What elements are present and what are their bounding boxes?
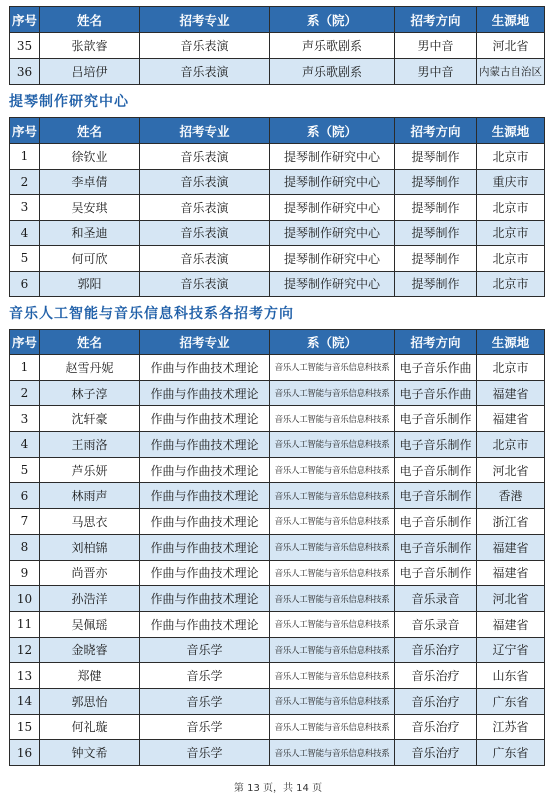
name-cell: 郭阳 bbox=[40, 271, 140, 297]
department-cell: 提琴制作研究中心 bbox=[270, 144, 395, 170]
direction-cell: 音乐治疗 bbox=[395, 688, 477, 714]
direction-cell: 电子音乐制作 bbox=[395, 483, 477, 509]
name-cell: 赵雪丹妮 bbox=[40, 355, 140, 381]
seq-cell: 6 bbox=[10, 483, 40, 509]
origin-cell: 山东省 bbox=[477, 663, 545, 689]
section-title-violin: 提琴制作研究中心 bbox=[9, 94, 129, 110]
header-name: 姓名 bbox=[40, 118, 140, 144]
direction-cell: 电子音乐制作 bbox=[395, 509, 477, 535]
name-cell: 林子淳 bbox=[40, 380, 140, 406]
name-cell: 何可欣 bbox=[40, 246, 140, 272]
origin-cell: 北京市 bbox=[477, 195, 545, 221]
direction-cell: 电子音乐制作 bbox=[395, 560, 477, 586]
department-cell: 声乐歌剧系 bbox=[270, 59, 395, 85]
major-cell: 音乐表演 bbox=[140, 195, 270, 221]
major-cell: 音乐学 bbox=[140, 714, 270, 740]
header-name: 姓名 bbox=[40, 7, 140, 33]
department-cell: 声乐歌剧系 bbox=[270, 33, 395, 59]
origin-cell: 河北省 bbox=[477, 586, 545, 612]
major-cell: 作曲与作曲技术理论 bbox=[140, 611, 270, 637]
major-cell: 音乐表演 bbox=[140, 33, 270, 59]
direction-cell: 音乐治疗 bbox=[395, 714, 477, 740]
name-cell: 李卓倩 bbox=[40, 169, 140, 195]
major-cell: 音乐表演 bbox=[140, 144, 270, 170]
seq-cell: 12 bbox=[10, 637, 40, 663]
table-row bbox=[10, 586, 545, 612]
name-cell: 吴安琪 bbox=[40, 195, 140, 221]
name-cell: 钟文希 bbox=[40, 740, 140, 766]
origin-cell: 福建省 bbox=[477, 406, 545, 432]
major-cell: 作曲与作曲技术理论 bbox=[140, 560, 270, 586]
table-row bbox=[10, 457, 545, 483]
header-origin: 生源地 bbox=[477, 7, 545, 33]
origin-cell: 广东省 bbox=[477, 688, 545, 714]
table-row bbox=[10, 534, 545, 560]
major-cell: 音乐表演 bbox=[140, 169, 270, 195]
table-row bbox=[10, 355, 545, 381]
name-cell: 马思衣 bbox=[40, 509, 140, 535]
seq-cell: 3 bbox=[10, 195, 40, 221]
table-row bbox=[10, 220, 545, 246]
table-row bbox=[10, 714, 545, 740]
table-row bbox=[10, 380, 545, 406]
name-cell: 林雨声 bbox=[40, 483, 140, 509]
name-cell: 张歆睿 bbox=[40, 33, 140, 59]
department-cell: 音乐人工智能与音乐信息科技系 bbox=[270, 560, 395, 586]
seq-cell: 5 bbox=[10, 246, 40, 272]
seq-cell: 15 bbox=[10, 714, 40, 740]
department-cell: 音乐人工智能与音乐信息科技系 bbox=[270, 406, 395, 432]
seq-cell: 2 bbox=[10, 169, 40, 195]
direction-cell: 提琴制作 bbox=[395, 271, 477, 297]
direction-cell: 音乐录音 bbox=[395, 611, 477, 637]
section-title-music-ai: 音乐人工智能与音乐信息科技系各招考方向 bbox=[9, 306, 294, 322]
header-seq: 序号 bbox=[10, 330, 40, 355]
seq-cell: 10 bbox=[10, 586, 40, 612]
origin-cell: 北京市 bbox=[477, 246, 545, 272]
origin-cell: 北京市 bbox=[477, 432, 545, 458]
direction-cell: 提琴制作 bbox=[395, 220, 477, 246]
major-cell: 作曲与作曲技术理论 bbox=[140, 457, 270, 483]
seq-cell: 14 bbox=[10, 688, 40, 714]
direction-cell: 音乐录音 bbox=[395, 586, 477, 612]
seq-cell: 4 bbox=[10, 220, 40, 246]
table-music-ai bbox=[9, 329, 545, 766]
major-cell: 作曲与作曲技术理论 bbox=[140, 483, 270, 509]
header-department: 系（院） bbox=[270, 7, 395, 33]
header-department: 系（院） bbox=[270, 330, 395, 355]
page-footer: 第 13 页，共 14 页 bbox=[233, 783, 323, 794]
origin-cell: 重庆市 bbox=[477, 169, 545, 195]
major-cell: 音乐学 bbox=[140, 740, 270, 766]
major-cell: 音乐表演 bbox=[140, 246, 270, 272]
department-cell: 音乐人工智能与音乐信息科技系 bbox=[270, 380, 395, 406]
direction-cell: 男中音 bbox=[395, 59, 477, 85]
name-cell: 芦乐妍 bbox=[40, 457, 140, 483]
seq-cell: 1 bbox=[10, 355, 40, 381]
table-voice-continuation bbox=[9, 6, 545, 85]
name-cell: 金晓睿 bbox=[40, 637, 140, 663]
name-cell: 孙浩洋 bbox=[40, 586, 140, 612]
direction-cell: 电子音乐制作 bbox=[395, 457, 477, 483]
major-cell: 音乐表演 bbox=[140, 59, 270, 85]
seq-cell: 1 bbox=[10, 144, 40, 170]
department-cell: 提琴制作研究中心 bbox=[270, 220, 395, 246]
department-cell: 提琴制作研究中心 bbox=[270, 246, 395, 272]
major-cell: 作曲与作曲技术理论 bbox=[140, 355, 270, 381]
table-row bbox=[10, 33, 545, 59]
origin-cell: 辽宁省 bbox=[477, 637, 545, 663]
header-name: 姓名 bbox=[40, 330, 140, 355]
table-row bbox=[10, 663, 545, 689]
origin-cell: 福建省 bbox=[477, 534, 545, 560]
seq-cell: 6 bbox=[10, 271, 40, 297]
header-department: 系（院） bbox=[270, 118, 395, 144]
department-cell: 音乐人工智能与音乐信息科技系 bbox=[270, 637, 395, 663]
major-cell: 音乐学 bbox=[140, 688, 270, 714]
header-major: 招考专业 bbox=[140, 330, 270, 355]
table-body bbox=[10, 33, 545, 85]
table-row bbox=[10, 560, 545, 586]
name-cell: 徐钦业 bbox=[40, 144, 140, 170]
origin-cell: 香港 bbox=[477, 483, 545, 509]
department-cell: 音乐人工智能与音乐信息科技系 bbox=[270, 740, 395, 766]
table-row bbox=[10, 688, 545, 714]
department-cell: 提琴制作研究中心 bbox=[270, 195, 395, 221]
department-cell: 音乐人工智能与音乐信息科技系 bbox=[270, 611, 395, 637]
table-body bbox=[10, 355, 545, 766]
major-cell: 作曲与作曲技术理论 bbox=[140, 380, 270, 406]
direction-cell: 电子音乐制作 bbox=[395, 432, 477, 458]
header-seq: 序号 bbox=[10, 7, 40, 33]
origin-cell: 江苏省 bbox=[477, 714, 545, 740]
origin-cell: 北京市 bbox=[477, 144, 545, 170]
name-cell: 和圣迪 bbox=[40, 220, 140, 246]
table-row bbox=[10, 406, 545, 432]
table-row bbox=[10, 432, 545, 458]
seq-cell: 13 bbox=[10, 663, 40, 689]
table-row bbox=[10, 144, 545, 170]
direction-cell: 电子音乐作曲 bbox=[395, 380, 477, 406]
table-header-row bbox=[10, 7, 545, 33]
header-direction: 招考方向 bbox=[395, 7, 477, 33]
department-cell: 音乐人工智能与音乐信息科技系 bbox=[270, 432, 395, 458]
table-row bbox=[10, 246, 545, 272]
origin-cell: 福建省 bbox=[477, 380, 545, 406]
header-origin: 生源地 bbox=[477, 118, 545, 144]
department-cell: 音乐人工智能与音乐信息科技系 bbox=[270, 483, 395, 509]
seq-cell: 4 bbox=[10, 432, 40, 458]
header-major: 招考专业 bbox=[140, 7, 270, 33]
origin-cell: 北京市 bbox=[477, 355, 545, 381]
seq-cell: 7 bbox=[10, 509, 40, 535]
department-cell: 音乐人工智能与音乐信息科技系 bbox=[270, 457, 395, 483]
seq-cell: 5 bbox=[10, 457, 40, 483]
header-seq: 序号 bbox=[10, 118, 40, 144]
department-cell: 音乐人工智能与音乐信息科技系 bbox=[270, 355, 395, 381]
table-row bbox=[10, 740, 545, 766]
name-cell: 尚晋亦 bbox=[40, 560, 140, 586]
seq-cell: 9 bbox=[10, 560, 40, 586]
major-cell: 作曲与作曲技术理论 bbox=[140, 406, 270, 432]
department-cell: 提琴制作研究中心 bbox=[270, 271, 395, 297]
name-cell: 何礼璇 bbox=[40, 714, 140, 740]
seq-cell: 8 bbox=[10, 534, 40, 560]
origin-cell: 北京市 bbox=[477, 271, 545, 297]
table-header-row bbox=[10, 330, 545, 355]
major-cell: 作曲与作曲技术理论 bbox=[140, 586, 270, 612]
table-row bbox=[10, 637, 545, 663]
table-row bbox=[10, 611, 545, 637]
table-body bbox=[10, 144, 545, 297]
name-cell: 沈轩豪 bbox=[40, 406, 140, 432]
direction-cell: 音乐治疗 bbox=[395, 663, 477, 689]
seq-cell: 11 bbox=[10, 611, 40, 637]
major-cell: 作曲与作曲技术理论 bbox=[140, 509, 270, 535]
origin-cell: 内蒙古自治区 bbox=[477, 59, 545, 85]
seq-cell: 3 bbox=[10, 406, 40, 432]
direction-cell: 电子音乐制作 bbox=[395, 534, 477, 560]
name-cell: 吕培伊 bbox=[40, 59, 140, 85]
header-origin: 生源地 bbox=[477, 330, 545, 355]
origin-cell: 浙江省 bbox=[477, 509, 545, 535]
major-cell: 作曲与作曲技术理论 bbox=[140, 432, 270, 458]
direction-cell: 提琴制作 bbox=[395, 246, 477, 272]
table-row bbox=[10, 509, 545, 535]
major-cell: 音乐学 bbox=[140, 663, 270, 689]
department-cell: 音乐人工智能与音乐信息科技系 bbox=[270, 688, 395, 714]
department-cell: 音乐人工智能与音乐信息科技系 bbox=[270, 509, 395, 535]
direction-cell: 电子音乐作曲 bbox=[395, 355, 477, 381]
direction-cell: 电子音乐制作 bbox=[395, 406, 477, 432]
direction-cell: 音乐治疗 bbox=[395, 637, 477, 663]
direction-cell: 音乐治疗 bbox=[395, 740, 477, 766]
major-cell: 音乐表演 bbox=[140, 220, 270, 246]
department-cell: 提琴制作研究中心 bbox=[270, 169, 395, 195]
header-major: 招考专业 bbox=[140, 118, 270, 144]
department-cell: 音乐人工智能与音乐信息科技系 bbox=[270, 586, 395, 612]
direction-cell: 男中音 bbox=[395, 33, 477, 59]
department-cell: 音乐人工智能与音乐信息科技系 bbox=[270, 663, 395, 689]
seq-cell: 2 bbox=[10, 380, 40, 406]
major-cell: 作曲与作曲技术理论 bbox=[140, 534, 270, 560]
name-cell: 郑健 bbox=[40, 663, 140, 689]
table-row bbox=[10, 169, 545, 195]
header-direction: 招考方向 bbox=[395, 330, 477, 355]
name-cell: 刘柏锦 bbox=[40, 534, 140, 560]
name-cell: 吴佩瑶 bbox=[40, 611, 140, 637]
origin-cell: 北京市 bbox=[477, 220, 545, 246]
major-cell: 音乐表演 bbox=[140, 271, 270, 297]
direction-cell: 提琴制作 bbox=[395, 195, 477, 221]
table-row bbox=[10, 271, 545, 297]
major-cell: 音乐学 bbox=[140, 637, 270, 663]
department-cell: 音乐人工智能与音乐信息科技系 bbox=[270, 534, 395, 560]
seq-cell: 16 bbox=[10, 740, 40, 766]
origin-cell: 河北省 bbox=[477, 457, 545, 483]
table-violin-making bbox=[9, 117, 545, 297]
header-direction: 招考方向 bbox=[395, 118, 477, 144]
seq-cell: 36 bbox=[10, 59, 40, 85]
table-row bbox=[10, 483, 545, 509]
origin-cell: 福建省 bbox=[477, 611, 545, 637]
department-cell: 音乐人工智能与音乐信息科技系 bbox=[270, 714, 395, 740]
seq-cell: 35 bbox=[10, 33, 40, 59]
origin-cell: 福建省 bbox=[477, 560, 545, 586]
table-row bbox=[10, 195, 545, 221]
origin-cell: 河北省 bbox=[477, 33, 545, 59]
table-row bbox=[10, 59, 545, 85]
direction-cell: 提琴制作 bbox=[395, 144, 477, 170]
name-cell: 郭思怡 bbox=[40, 688, 140, 714]
name-cell: 王雨洛 bbox=[40, 432, 140, 458]
direction-cell: 提琴制作 bbox=[395, 169, 477, 195]
origin-cell: 广东省 bbox=[477, 740, 545, 766]
table-header-row bbox=[10, 118, 545, 144]
